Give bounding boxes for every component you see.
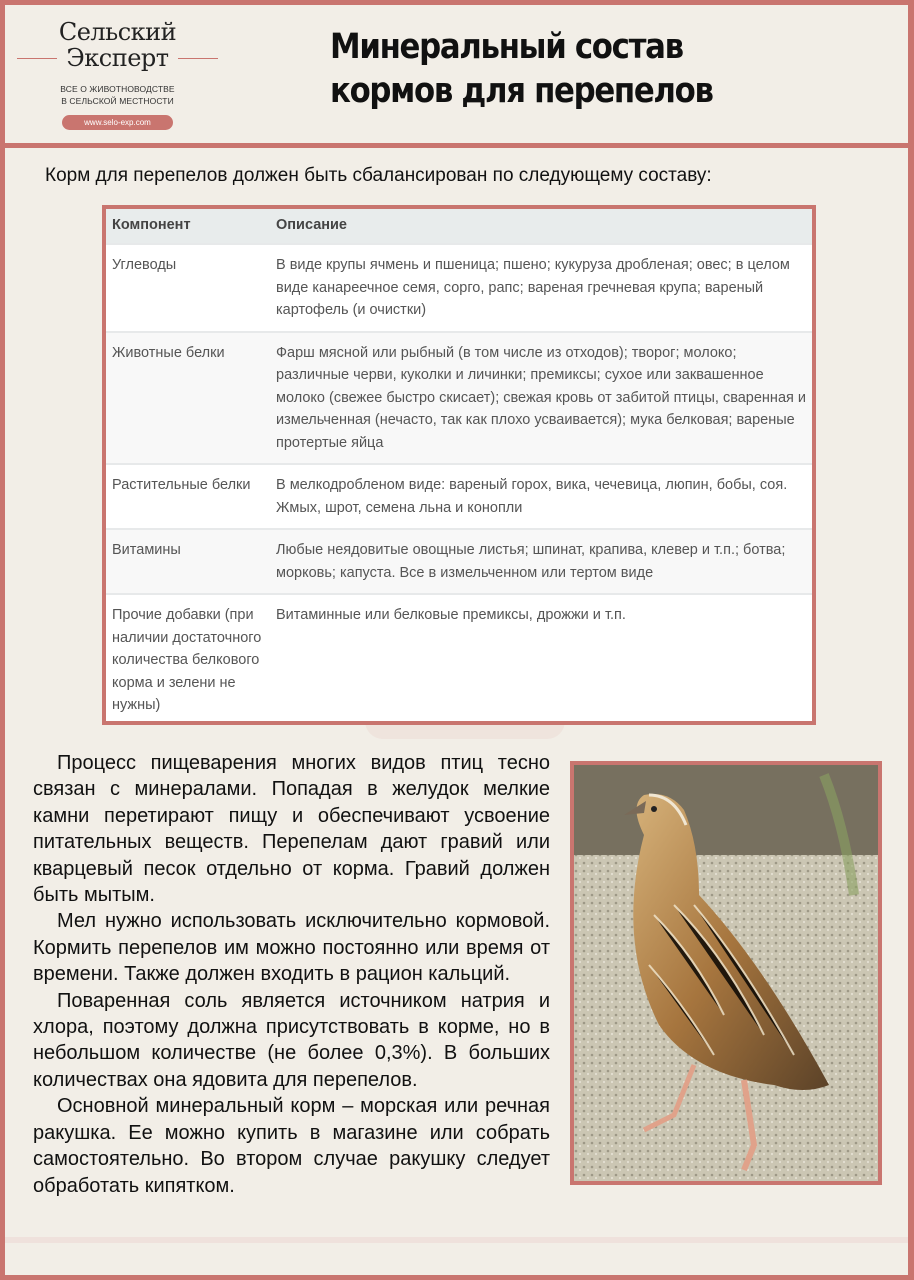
logo-tagline bbox=[15, 83, 220, 107]
cell-description: В мелкодробленом виде: вареный горох, вика, чечевица, люпин, бобы, соя. Жмых, шрот, семена льна и конопли bbox=[270, 464, 812, 529]
quail-eye bbox=[651, 806, 657, 812]
cell-description: Фарш мясной или рыбный (в том числе из отходов); творог; молоко; различные черви, куколки и личинки; премиксы; сухое или заквашенное молоко (свежее быстро скисает); свежая кровь от забитой птицы, сваренная и измельченная (нечасто, так как плохо усваивается); мука белковая; вареные протертые яйца bbox=[270, 332, 812, 465]
logo-tagline-1: ВСЕ О ЖИВОТНОВОДСТВЕ bbox=[60, 84, 175, 94]
logo-line1: Сельский bbox=[58, 18, 177, 46]
page-title bbox=[330, 25, 713, 113]
cell-component: Углеводы bbox=[106, 244, 270, 332]
paragraph: Мел нужно использовать исключительно кормовой. Кормить перепелов им можно постоянно или время от времени. Также должен входить в рацион кальций. bbox=[33, 910, 550, 986]
cell-description: Витаминные или белковые премиксы, дрожжи и т.п. bbox=[270, 594, 812, 726]
logo-url-link[interactable]: www.selo-exp.com bbox=[62, 115, 173, 130]
paragraph: Процесс пищеварения многих видов птиц тесно связан с минералами. Попадая в желудок мелкие камни перетирают пищу и обеспечивают усвоение питательных веществ. Перепелам дают гравий или кварцевый песок отдельно от корма. Гравий должен быть мытым. bbox=[33, 752, 550, 907]
cell-component: Животные белки bbox=[106, 332, 270, 465]
page-frame bbox=[5, 5, 908, 1275]
intro-text: Корм для перепелов должен быть сбалансирован по следующему составу: bbox=[45, 165, 712, 186]
cell-component: Витамины bbox=[106, 529, 270, 594]
cell-description: В виде крупы ячмень и пшеница; пшено; кукуруза дробленая; овес; в целом виде канареечное семя, сорго, рапс; вареная гречневая крупа; вареный картофель (и очистки) bbox=[270, 244, 812, 332]
logo-line2-wrap bbox=[15, 45, 220, 71]
logo-line2: Эксперт bbox=[66, 44, 169, 72]
table-header-row bbox=[106, 209, 812, 244]
table-row bbox=[106, 464, 812, 529]
article-body bbox=[33, 750, 550, 1199]
table-row bbox=[106, 244, 812, 332]
title-line2: кормов для перепелов bbox=[330, 71, 713, 111]
header-description: Описание bbox=[270, 209, 812, 244]
table-row bbox=[106, 529, 812, 594]
logo-tagline-2: В СЕЛЬСКОЙ МЕСТНОСТИ bbox=[61, 96, 174, 106]
paragraph: Поваренная соль является источником натрия и хлора, поэтому должна присутствовать в корме, но в небольшом количестве (не более 0,3%). В больших количествах она ядовита для перепелов. bbox=[33, 989, 550, 1091]
cell-description: Любые неядовитые овощные листья; шпинат, крапива, клевер и т.п.; ботва; морковь; капуста. Все в измельченном или тертом виде bbox=[270, 529, 812, 594]
bottom-divider bbox=[5, 1237, 908, 1243]
cell-component: Растительные белки bbox=[106, 464, 270, 529]
paragraph: Основной минеральный корм – морская или речная ракушка. Ее можно купить в магазине или собрать самостоятельно. Во втором случае ракушку следует обработать кипятком. bbox=[33, 1095, 550, 1197]
quail-illustration bbox=[574, 765, 878, 1181]
logo bbox=[15, 19, 220, 130]
header bbox=[5, 5, 908, 148]
feed-composition-table bbox=[102, 205, 816, 725]
table-row bbox=[106, 594, 812, 726]
quail-photo bbox=[570, 761, 882, 1185]
table-row bbox=[106, 332, 812, 465]
header-component: Компонент bbox=[106, 209, 270, 244]
title-line1: Минеральный состав bbox=[330, 27, 683, 67]
cell-component: Прочие добавки (при наличии достаточного количества белкового корма и зелени не нужны) bbox=[106, 594, 270, 726]
